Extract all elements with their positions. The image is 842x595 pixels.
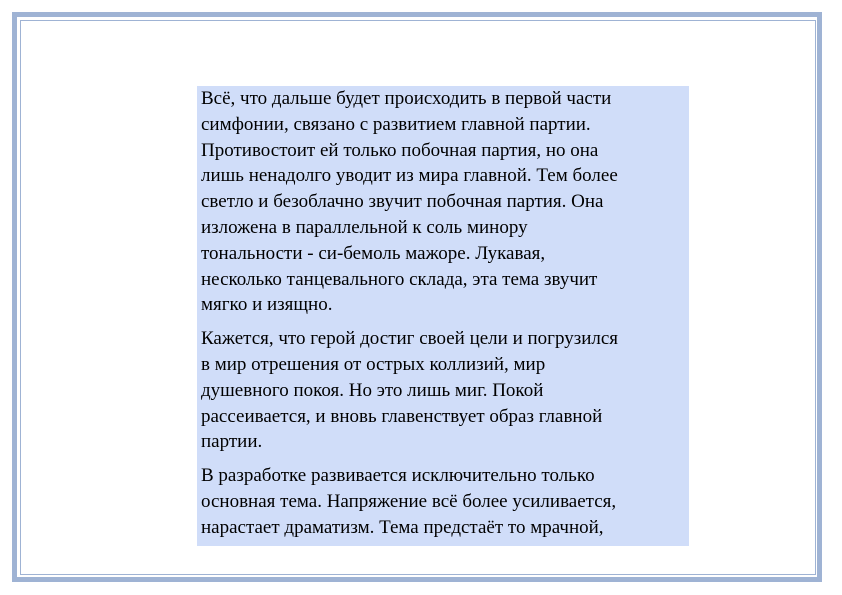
text-line: несколько танцевального склада, эта тема звучит [201, 268, 598, 290]
text-line: Всё, что дальше будет происходить в первой части [201, 88, 612, 109]
text-line: Противостоит ей только побочная партия, но она [201, 139, 599, 161]
text-line: нарастает драматизм. Тема предстаёт то мрачной, [201, 516, 604, 538]
text-line: партии. [201, 431, 263, 453]
text-line: в мир отрешения от острых коллизий, мир [201, 353, 546, 375]
text-line: изложена в параллельной к соль минору [201, 216, 528, 238]
text-line: лишь ненадолго уводит из мира главной. Тем более [201, 165, 618, 187]
paragraph-1 [201, 86, 685, 318]
paragraph-3 [201, 463, 685, 540]
paragraph-2 [201, 326, 685, 455]
text-line: тональности - си-бемоль мажоре. Лукавая, [201, 242, 546, 264]
text-line: мягко и изящно. [201, 294, 333, 316]
text-line: основная тема. Напряжение всё более усиливается, [201, 490, 617, 512]
text-line: светло и безоблачно звучит побочная партия. Она [201, 191, 604, 213]
text-line: душевного покоя. Но это лишь миг. Покой [201, 379, 544, 401]
text-line: Кажется, что герой достиг своей цели и погрузился [201, 328, 619, 350]
text-block [197, 86, 689, 546]
text-line: В разработке развивается исключительно только [201, 465, 595, 487]
text-line: симфонии, связано с развитием главной партии. [201, 113, 591, 135]
text-line: рассеивается, и вновь главенствует образ главной [201, 405, 603, 427]
